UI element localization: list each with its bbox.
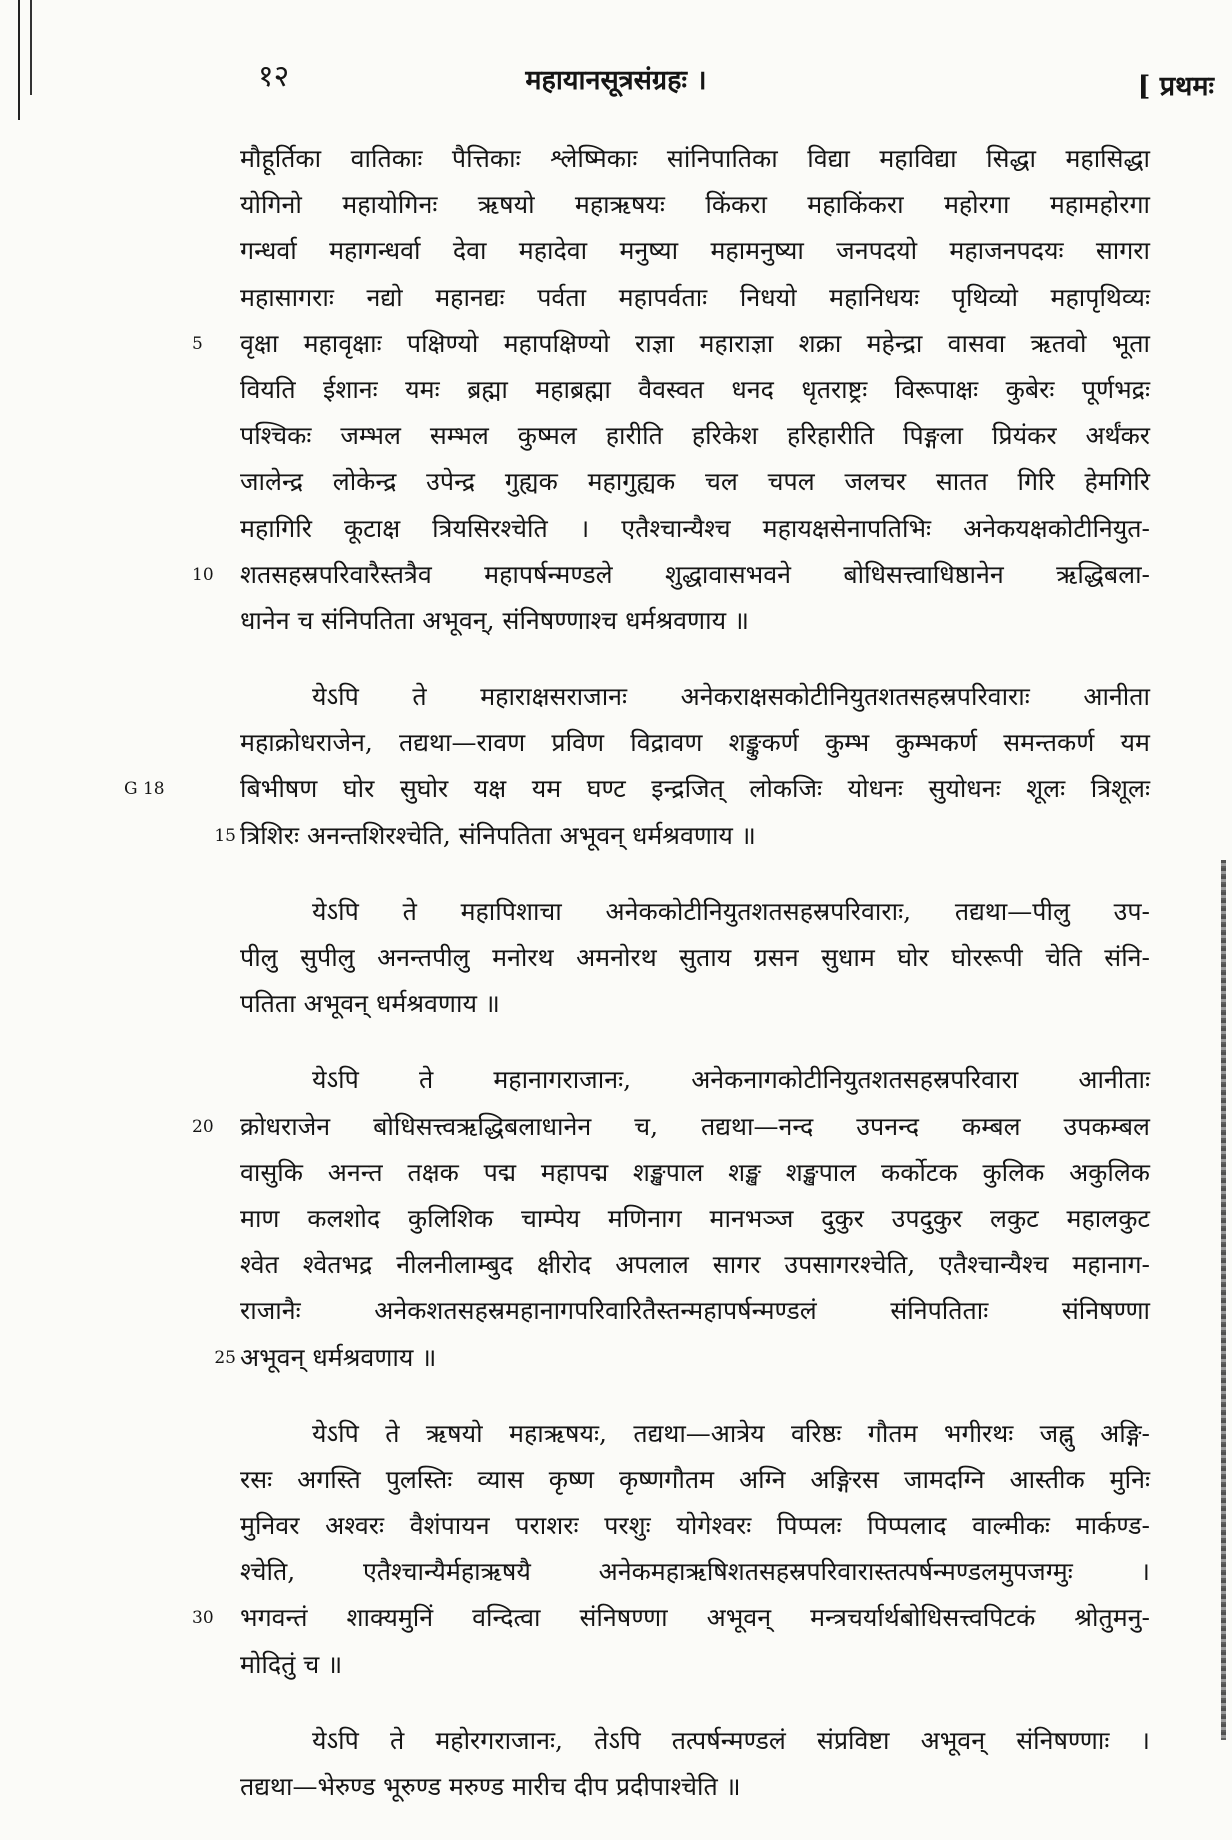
text-line [124,766,1150,812]
line-text: पश्चिकः जम्भल सम्भल कुष्मल हारीति हरिकेश हरिहारीति पिङ्गला प्रियंकर अर्थंकर [240,421,1150,451]
text-line [192,1104,1150,1150]
text-line [240,935,1150,981]
line-text: येऽपि ते ऋषयो महाऋषयः, तद्यथा—आत्रेय वरिष्ठः गौतम भगीरथः जह्नु अङ्गि- [312,1418,1150,1448]
line-number: 30 [192,1608,214,1629]
text-line [240,981,1150,1027]
line-text: वियति ईशानः यमः ब्रह्मा महाब्रह्मा वैवस्वत धनद धृतराष्ट्रः विरूपाक्षः कुबेरः पूर्णभद्रः [240,374,1150,404]
text-line [240,674,1150,720]
paragraph [192,1411,1150,1688]
text-line [240,889,1150,935]
line-text: महासागराः नद्यो महानद्यः पर्वता महापर्वताः निधयो महानिधयः पृथिव्यो महापृथिव्यः [240,282,1150,312]
line-text: त्रिशिरः अनन्तशिरश्चेति, संनिपतिता अभूवन् धर्मश्रवणाय ॥ [240,820,756,850]
text-line [240,506,1150,552]
line-text: येऽपि ते महानागराजानः, अनेकनागकोटीनियुतशतसहस्रपरिवारा आनीताः [312,1065,1150,1095]
line-text: मौहूर्तिका वातिकाः पैत्तिकाः श्लेष्मिकाः सांनिपातिका विद्या महाविद्या सिद्धा महासिद्धा [240,144,1150,173]
text-line [240,367,1150,413]
text-line [240,275,1150,321]
text-line [240,1718,1150,1764]
text-line [214,1335,1150,1381]
line-text: धानेन च संनिपतिता अभूवन्, संनिषण्णाश्च धर्मश्रवणाय ॥ [240,605,750,635]
line-text: योगिनो महायोगिनः ऋषयो महाऋषयः किंकरा महाकिंकरा महोरगा महामहोरगा [240,190,1150,220]
text-line [240,720,1150,766]
binding-edge-shadow [1221,860,1226,1740]
text-line [240,1642,1150,1688]
line-text: तद्यथा—भेरुण्ड भूरुण्ड मरुण्ड मारीच दीप प्रदीपाश्चेति ॥ [240,1772,741,1801]
paragraph [124,674,1150,859]
section-marker: [ प्रथमः [1137,71,1214,102]
text-line [240,1057,1150,1103]
line-text: मुनिवर अश्वरः वैशंपायन पराशरः परशुः योगेश्वरः पिप्पलः पिप्पलाद वाल्मीकः मार्कण्ड- [240,1511,1150,1541]
line-text: गन्धर्वा महागन्धर्वा देवा महादेवा मनुष्या महामनुष्या जनपदयो महाजनपदयः सागरा [240,236,1150,266]
line-text: येऽपि ते महोरगराजानः, तेऽपि तत्पर्षन्मण्डलं संप्रविष्टा अभूवन् संनिषण्णाः । [312,1725,1150,1755]
text-line [240,598,1150,644]
text-line [240,228,1150,274]
text-line [240,1503,1150,1549]
text-line [192,1595,1150,1641]
text-line [240,1411,1150,1457]
text-line [240,136,1150,182]
text-line [240,459,1150,505]
line-text: माण कलशोद कुलिशिक चाम्पेय मणिनाग मानभञ्ज दुकुर उपदुकुर लकुट महालकुट [240,1203,1150,1233]
line-text: महाक्रोधराजेन, तद्यथा—रावण प्रविण विद्रावण शङ्कुकर्ण कुम्भ कुम्भकर्ण समन्तकर्ण यम [240,728,1150,758]
text-line [240,1457,1150,1503]
text-line [240,1242,1150,1288]
paragraph [192,136,1150,644]
line-text: शतसहस्रपरिवारैस्तत्रैव महापर्षन्मण्डले शुद्धावासभवने बोधिसत्त्वाधिष्ठानेन ऋद्धिबला- [240,559,1150,589]
text-line [240,1764,1150,1810]
line-text: जालेन्द्र लोकेन्द्र उपेन्द्र गुह्यक महागुह्यक चल चपल जलचर सातत गिरि हेमगिरि [240,467,1150,497]
line-text: क्रोधराजेन बोधिसत्त्वऋद्धिबलाधानेन च, तद्यथा—नन्द उपनन्द कम्बल उपकम्बल [240,1111,1150,1141]
line-number: 15 [214,825,236,846]
text-line [240,1150,1150,1196]
text-line [240,182,1150,228]
line-number: 5 [192,333,203,354]
line-text: अभूवन् धर्मश्रवणाय ॥ [240,1342,437,1372]
text-line [240,1288,1150,1334]
page-number: १२ [258,59,290,94]
margin-reference: G 18 [124,779,165,800]
page-header [0,50,1232,110]
text-line [192,552,1150,598]
paragraph [240,889,1150,1028]
line-text: येऽपि ते महापिशाचा अनेककोटीनियुतशतसहस्रपरिवाराः, तद्यथा—पीलु उप- [312,896,1150,926]
running-title: महायानसूत्रसंग्रहः । [525,65,707,96]
text-line [240,413,1150,459]
line-text: येऽपि ते महाराक्षसराजानः अनेकराक्षसकोटीनियुतशतसहस्रपरिवाराः आनीता [312,682,1150,712]
text-line [192,321,1150,367]
line-text: राजानैः अनेकशतसहस्रमहानागपरिवारितैस्तन्महापर्षन्मण्डलं संनिपतिताः संनिषण्णा [240,1296,1150,1326]
line-text: भगवन्तं शाक्यमुनिं वन्दित्वा संनिषण्णा अभूवन् मन्त्रचर्यार्थबोधिसत्त्वपिटकं श्रोतुमनु- [240,1603,1150,1633]
line-text: पीलु सुपीलु अनन्तपीलु मनोरथ अमनोरथ सुताय ग्रसन सुधाम घोर घोररूपी चेति संनि- [240,943,1150,972]
line-text: पतिता अभूवन् धर्मश्रवणाय ॥ [240,989,500,1019]
text-line [240,1549,1150,1595]
line-text: श्वेत श्वेतभद्र नीलनीलाम्बुद क्षीरोद अपलाल सागर उपसागरश्चेति, एतैश्चान्यैश्च महानाग- [240,1250,1150,1280]
text-body [124,136,1150,1840]
line-text: श्चेति, एतैश्चान्यैर्महाऋषयै अनेकमहाऋषिशतसहस्रपरिवारास्तत्पर्षन्मण्डलमुपजग्मुः । [240,1557,1150,1587]
line-text: मोदितुं च ॥ [240,1649,343,1679]
line-text: महागिरि कूटाक्ष त्रियसिरश्चेति । एतैश्चान्यैश्च महायक्षसेनापतिभिः अनेकयक्षकोटीनियुत- [240,513,1150,543]
line-number: 10 [192,564,214,585]
text-line [240,1196,1150,1242]
line-number: 25 [214,1347,236,1368]
line-text: बिभीषण घोर सुघोर यक्ष यम घण्ट इन्द्रजित् लोकजिः योधनः सुयोधनः शूलः त्रिशूलः [240,774,1150,804]
paragraph [192,1057,1150,1380]
line-text: वासुकि अनन्त तक्षक पद्म महापद्म शङ्खपाल शङ्ख शङ्खपाल कर्कोटक कुलिक अकुलिक [240,1157,1150,1187]
line-text: वृक्षा महावृक्षाः पक्षिण्यो महापक्षिण्यो राज्ञा महाराज्ञा शक्रा महेन्द्रा वासवा ऋतवो भूता [240,328,1150,358]
paragraph [240,1718,1150,1810]
text-line [214,813,1150,859]
line-text: रसः अगस्ति पुलस्तिः व्यास कृष्ण कृष्णगौतम अग्नि अङ्गिरस जामदग्नि आस्तीक मुनिः [240,1464,1150,1494]
line-number: 20 [192,1116,214,1137]
